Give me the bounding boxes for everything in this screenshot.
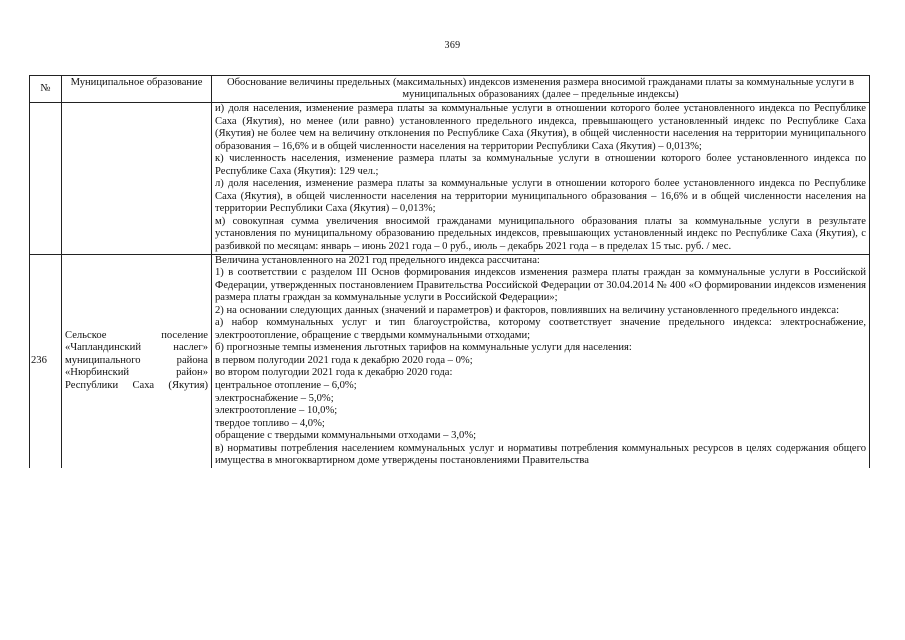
row-municipality: Сельское поселение «Чапландинский наслег» муниципального района «Нюрбинский район» Республики Саха (Якутия) — [62, 254, 212, 468]
paragraph: а) набор коммунальных услуг и тип благоустройства, которому соответствует значение предельного индекса: электроснабжение, электроотопление, обращение с твердыми коммунальными отходами; — [215, 317, 866, 341]
table-row — [30, 103, 870, 255]
paragraph: Величина установленного на 2021 год предельного индекса рассчитана: — [215, 254, 540, 266]
row-number — [30, 103, 62, 255]
paragraph: во втором полугодии 2021 года к декабрю 2020 года: — [215, 367, 453, 379]
header-justification: Обоснование величины предельных (максимальных) индексов изменения размера вносимой гражданами платы за коммунальные услуги в муниципальных образованиях (далее – предельные индексы) — [212, 76, 870, 103]
row-number: 236 — [30, 254, 62, 468]
paragraph: твердое топливо – 4,0%; — [215, 417, 325, 429]
paragraph: в первом полугодии 2021 года к декабрю 2020 года – 0%; — [215, 354, 473, 366]
paragraph: обращение с твердыми коммунальными отходами – 3,0%; — [215, 430, 477, 442]
paragraph: м) совокупная сумма увеличения вносимой гражданами муниципального образования платы за коммунальные услуги в результате установления по муниципальному образованию предельных индексов, превышающих установленный индекс по Республике Саха (Якутия), с разбивкой по месяцам: январь – июнь 2021 года – 0 руб., июль – декабрь 2021 года – в пределах 15 тыс. руб. / мес. — [215, 215, 866, 253]
paragraph: л) доля населения, изменение размера платы за коммунальные услуги в отношении которого более установленного индекса по Республике Саха (Якутия), в общей численности населения на территории муниципального образования – 16,6% и в общей численности населения на территории Республики Саха (Якутия) – 0,013%; — [215, 178, 866, 215]
page-number: 369 — [444, 40, 461, 51]
paragraph: б) прогнозные темпы изменения льготных тарифов на коммунальные услуги для населения: — [215, 342, 632, 354]
paragraph: к) численность населения, изменение размера платы за коммунальные услуги в отношении которого более установленного индекса по Республике Саха (Якутия): 129 чел.; — [215, 153, 866, 177]
paragraph: в) нормативы потребления населением коммунальных услуг и нормативы потребления коммунальных ресурсов в целях содержания общего имущества в многоквартирном доме утверждены постановлениями Правительства — [215, 442, 866, 467]
paragraph: и) доля населения, изменение размера платы за коммунальные услуги в отношении которого более установленного индекса по Республике Саха (Якутия), но менее (или равно) установленного предельного индекса, превышающего установленный индекс по Республике Саха (Якутия) не более чем на величину отклонения по Республике Саха (Якутия), в общей численности населения на территории муниципального образования – 16,6% и в общей численности населения на территории Республики Саха (Якутия) – 0,013%; — [215, 103, 866, 152]
paragraph: 2) на основании следующих данных (значений и параметров) и факторов, повлиявших на величину установленного предельного индекса: — [215, 304, 840, 316]
row-justification — [212, 254, 870, 468]
paragraph: 1) в соответствии с разделом III Основ формирования индексов изменения размера платы граждан за коммунальные услуги в Российской Федерации, утвержденных постановлением Правительства Российской Федерации от 30.04.2014 № 400 «О формировании индексов изменения размера платы граждан за коммунальные услуги в Российской Федерации»; — [215, 267, 866, 304]
paragraph: электроотопление – 10,0%; — [215, 405, 338, 417]
header-number: № — [30, 76, 62, 103]
row-justification — [212, 103, 870, 255]
paragraph: электроснабжение – 5,0%; — [215, 392, 334, 404]
table-header-row — [30, 76, 870, 103]
indices-table — [29, 75, 870, 468]
table-row — [30, 254, 870, 468]
paragraph: центральное отопление – 6,0%; — [215, 380, 357, 392]
row-municipality — [62, 103, 212, 255]
header-municipality: Муниципальное образование — [62, 76, 212, 103]
